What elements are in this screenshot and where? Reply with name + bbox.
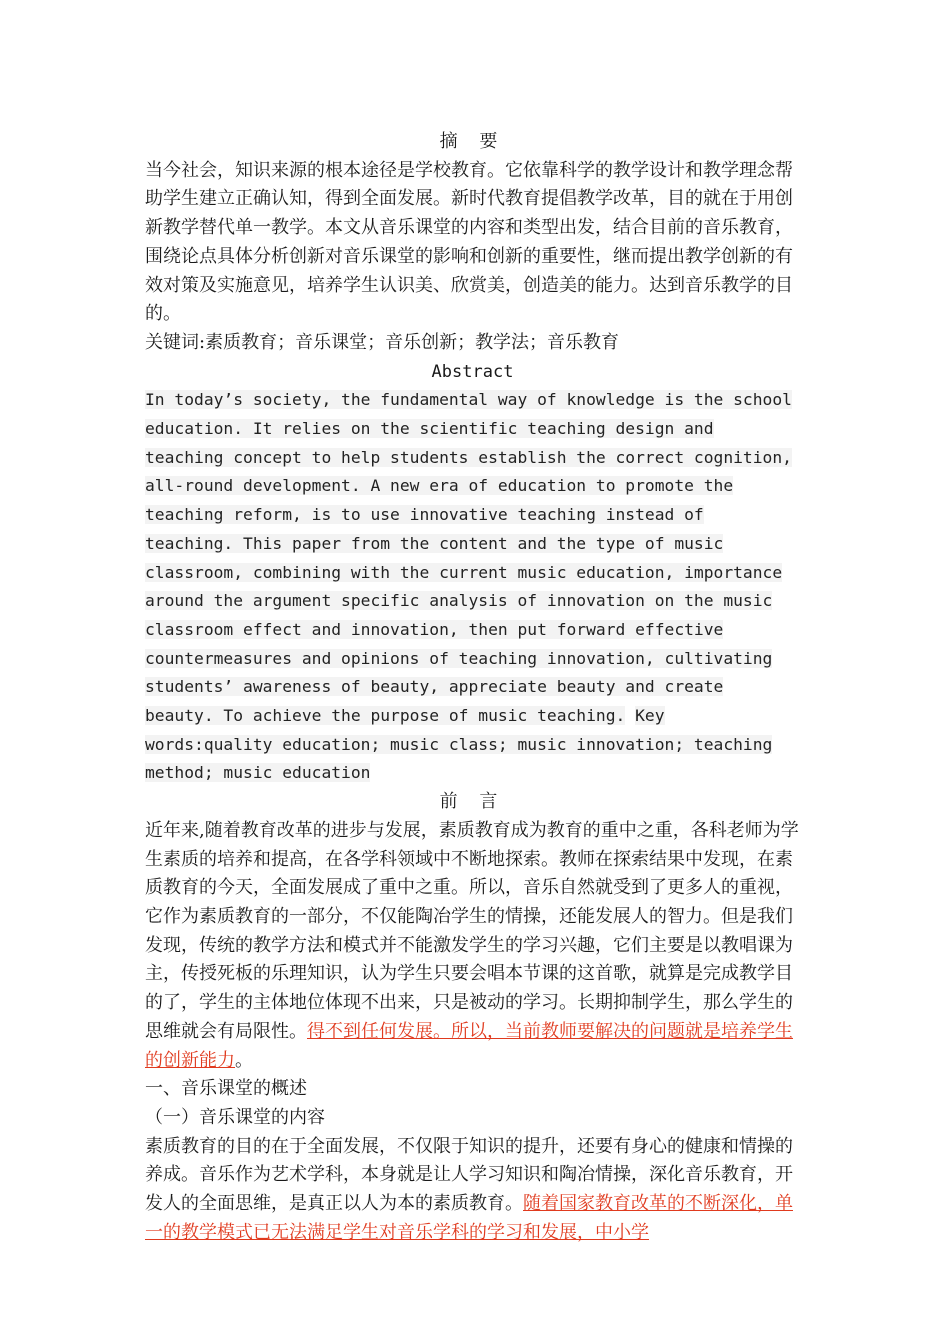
abstract-cn-keywords: 关键词:素质教育；音乐课堂；音乐创新；教学法；音乐教育 [145, 331, 620, 353]
section-1-paragraph [145, 1133, 800, 1248]
preface-tail: 。 [235, 1049, 253, 1071]
abstract-cn-heading: 摘 要 [439, 131, 506, 152]
preface-paragraph [145, 817, 800, 1075]
document-content [145, 128, 800, 1247]
preface-heading: 前 言 [439, 791, 506, 813]
preface-body: 近年来,随着教育改革的进步与发展，素质教育成为教育的重中之重，各科老师为学生素质的培养和提高，在各学科领域中不断地探索。教师在探索结果中发现，在素质教育的今天，全面发展成了重中之重。所以，音乐自然就受到了更多人的重视，它作为素质教育的一部分，不仅能陶冶学生的情操，还能发展人的智力。但是我们发现，传统的教学方法和模式并不能激发学生的学习兴趣，它们主要是以教唱课为主，传授死板的乐理知识，认为学生只要会唱本节课的这首歌，就算是完成教学目的了，学生的主体地位体现不出来，只是被动的学习。长期抑制学生，那么学生的思维就会有局限性。 [145, 819, 799, 1042]
section-1-body: 素质教育的目的在于全面发展，不仅限于知识的提升，还要有身心的健康和情操的养成。音乐作为艺术学科，本身就是让人学习知识和陶冶情操，深化音乐教育，开发人的全面思维，是真正以人为本的素质教育。 [145, 1135, 793, 1215]
section-1-title: 一、音乐课堂的概述 [145, 1078, 307, 1100]
abstract-en-heading: Abstract [431, 361, 514, 382]
abstract-en-keywords: Key words:quality education; music class; music innovation; teaching method; music education [145, 706, 773, 783]
section-1-subtitle: （一）音乐课堂的内容 [145, 1106, 325, 1128]
abstract-en-body: In today’s society, the fundamental way of knowledge is the school education. It relies on the scientific teaching design and teaching concept to help students establish the correct cognition, all-round development. A new era of education to promote the teaching reform, is to use innovative teaching instead of teaching. This paper from the content and the type of music classroom, combining with the current music education, importance around the argument specific analysis of innovation on the music classroom effect and innovation, then put forward effective countermeasures and opinions of teaching innovation, cultivating students’ awareness of beauty, appreciate beauty and create beauty. To achieve the purpose of music teaching. [145, 390, 792, 726]
abstract-cn-body: 当今社会，知识来源的根本途径是学校教育。它依靠科学的教学设计和教学理念帮助学生建立正确认知，得到全面发展。新时代教育提倡教学改革，目的就在于用创新教学替代单一教学。本文从音乐课堂的内容和类型出发，结合目前的音乐教育，围绕论点具体分析创新对音乐课堂的影响和创新的重要性，继而提出教学创新的有效对策及实施意见，培养学生认识美、欣赏美，创造美的能力。达到音乐教学的目的。 [145, 159, 793, 325]
preface-highlight: 得不到任何发展。所以，当前教师要解决的问题就是培养学生的创新能力 [145, 1020, 793, 1071]
section-1-highlight: 随着国家教育改革的不断深化，单一的教学模式已无法满足学生对音乐学科的学习和发展，中小学 [145, 1193, 793, 1243]
